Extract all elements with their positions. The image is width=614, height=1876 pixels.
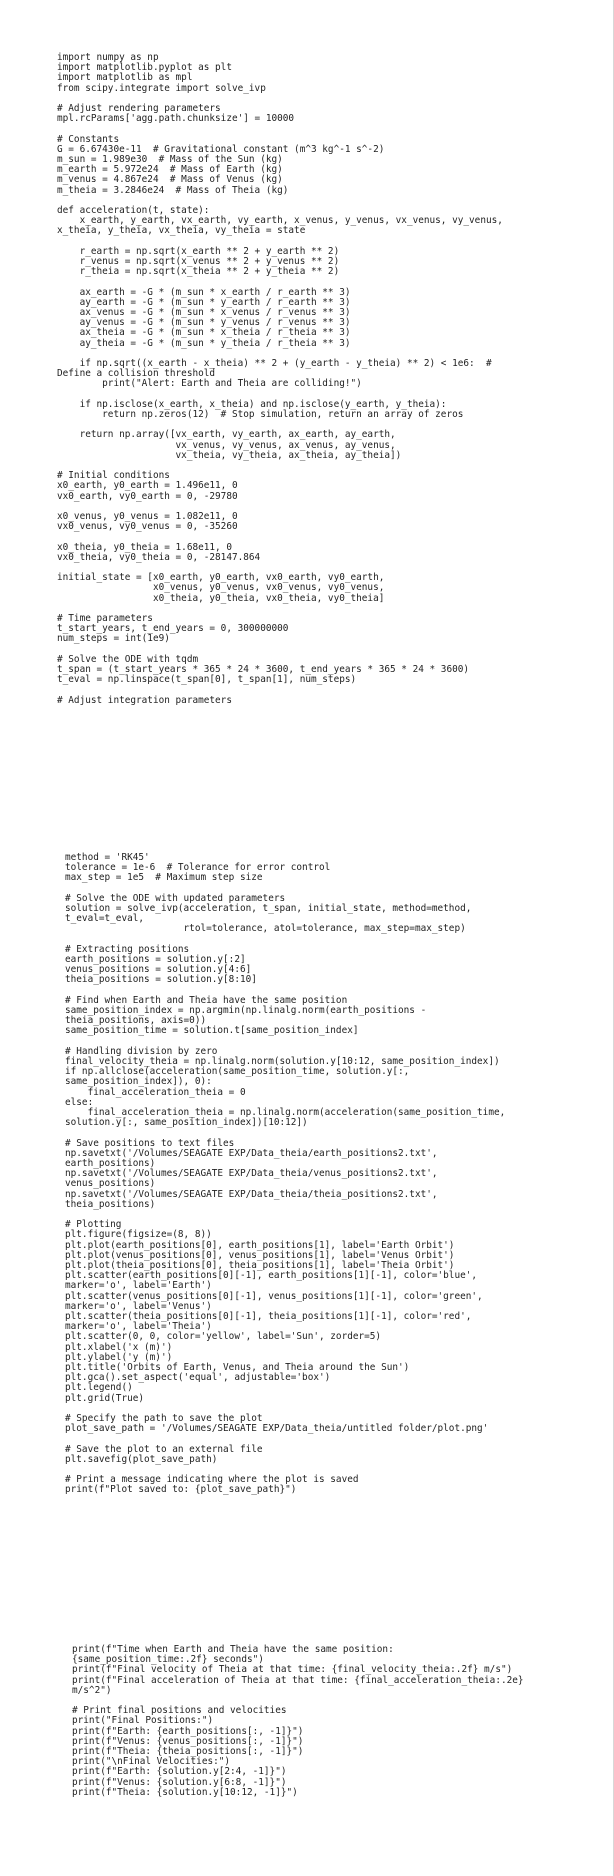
code-line: # Solve the ODE with updated parameters [65,892,286,904]
code-line: if np.allclose(acceleration(same_position_time, solution.y[:, [65,1066,410,1078]
code-line: plt.legend() [65,1382,133,1394]
code-line: plt.plot(earth_positions[0], earth_positions[1], label='Earth Orbit') [65,1239,455,1251]
code-line: # Specify the path to save the plot [65,1413,263,1425]
code-block-2 [0,853,614,1496]
code-line: plt.figure(figsize=(8, 8)) [65,1229,212,1241]
code-line: plt.scatter(0, 0, color='yellow', label='Sun', zorder=5) [65,1331,382,1343]
code-line: ay_venus = -G * (m_sun * y_venus / r_venus ** 3) [57,317,351,329]
code-block-1 [0,53,614,706]
code-line: plt.plot(venus_positions[0], venus_positions[1], label='Venus Orbit') [65,1249,455,1261]
code-line: # Handling division by zero [65,1045,218,1057]
code-line: theia_positions, axis=0)) [65,1015,207,1027]
code-line: tolerance = 1e-6 # Tolerance for error control [65,862,331,874]
code-line: print("\nFinal Velocities:") [72,1756,231,1768]
code-line [57,124,614,134]
code-line: plt.ylabel('y (m)') [65,1351,173,1363]
code-line: solution.y[:, same_position_index])[10:12]) [65,1117,308,1129]
code-block-3 [0,1645,614,1798]
code-line: theia_positions = solution.y[8:10] [65,974,257,986]
code-line: # Initial conditions [57,470,170,482]
code-line: venus_positions) [65,1178,156,1190]
code-line: r_theia = np.sqrt(x_theia ** 2 + y_theia ** 2) [57,266,340,278]
code-line: max_step = 1e5 # Maximum step size [65,872,263,884]
code-line: # Extracting positions [65,943,190,955]
code-line: final_velocity_theia = np.linalg.norm(solution.y[10:12, same_position_index]) [65,1056,500,1067]
code-line: def acceleration(t, state): [57,205,210,216]
code-line: print(f"Earth: {solution.y[2:4, -1]}") [72,1766,287,1778]
code-line: rtol=tolerance, atol=tolerance, max_step=max_step) [65,923,466,935]
code-line: m_venus = 4.867e24 # Mass of Venus (kg) [57,174,283,186]
code-line: m_theia = 3.2846e24 # Mass of Theia (kg) [57,184,289,196]
code-line: print(f"Venus: {venus_positions[:, -1]}") [72,1735,304,1747]
code-line: same_position_time = solution.t[same_position_index] [65,1025,359,1037]
code-line: print(f"Earth: {earth_positions[:, -1]}") [72,1725,304,1737]
code-line: np.savetxt('/Volumes/SEAGATE EXP/Data_theia/theia_positions2.txt', [65,1188,438,1200]
code-line: marker='o', label='Earth') [65,1280,212,1292]
code-line: Define a collision threshold [57,368,216,380]
code-line: plt.title('Orbits of Earth, Venus, and Theia around the Sun') [65,1362,410,1374]
code-line: else: [65,1096,94,1108]
code-line: t_eval=t_eval, [65,913,145,925]
code-line: plt.gca().set_aspect('equal', adjustable='box') [65,1372,331,1384]
code-line: x0_theia, y0_theia, vx0_theia, vy0_theia] [57,592,385,604]
code-line: marker='o', label='Theia') [65,1321,212,1333]
code-line: print(f"Time when Earth and Theia have the same position: [72,1644,394,1655]
code-line: x0_earth, y0_earth = 1.496e11, 0 [57,480,238,492]
code-line: mpl.rcParams['agg.path.chunksize'] = 10000 [57,113,295,125]
code-line: m_earth = 5.972e24 # Mass of Earth (kg) [57,164,283,176]
code-line: plt.scatter(venus_positions[0][-1], venus_positions[1][-1], color='green', [65,1290,483,1302]
code-line: x0_theia, y0_theia = 1.68e11, 0 [57,541,232,553]
code-line: ax_venus = -G * (m_sun * x_venus / r_venus ** 3) [57,307,351,318]
code-line: plt.plot(theia_positions[0], theia_positions[1], label='Theia Orbit') [65,1260,455,1272]
code-line: G = 6.67430e-11 # Gravitational constant (m^3 kg^-1 s^-2) [57,143,385,155]
code-line: final_acceleration_theia = np.linalg.norm(acceleration(same_position_time, [65,1107,506,1119]
code-line: import matplotlib as mpl [57,72,193,84]
code-line: {same_position_time:.2f} seconds") [72,1654,264,1666]
code-line: vx0_earth, vy0_earth = 0, -29780 [57,490,238,502]
code-line: plt.savefig(plot_save_path) [65,1453,218,1465]
code-line: plt.scatter(earth_positions[0][-1], earth_positions[1][-1], color='blue', [65,1270,478,1282]
code-line: vx0_venus, vy0_venus = 0, -35260 [57,521,238,533]
code-line: x_earth, y_earth, vx_earth, vy_earth, x_venus, y_venus, vx_venus, vy_venus, [57,215,503,227]
code-line: theia_positions) [65,1198,156,1210]
code-line: np.savetxt('/Volumes/SEAGATE EXP/Data_theia/venus_positions2.txt', [65,1168,438,1180]
code-line: return np.array([vx_earth, vy_earth, ax_earth, ay_earth, [57,429,396,441]
code-line: plt.xlabel('x (m)') [65,1341,173,1353]
code-line: # Adjust integration parameters [57,694,232,706]
code-line: vx_theia, vy_theia, ax_theia, ay_theia]) [57,449,402,461]
code-line: plt.scatter(theia_positions[0][-1], theia_positions[1][-1], color='red', [65,1311,472,1323]
code-line: print("Alert: Earth and Theia are colliding!") [57,378,362,390]
code-line: num_steps = int(1e9) [57,633,170,645]
code-line: # Solve the ODE with tqdm [57,653,199,665]
code-line: print(f"Venus: {solution.y[6:8, -1]}") [72,1776,287,1788]
code-line: print(f"Theia: {solution.y[10:12, -1]}") [72,1786,298,1798]
code-line: # Save positions to text files [65,1137,235,1149]
code-line: np.savetxt('/Volumes/SEAGATE EXP/Data_theia/earth_positions2.txt', [65,1147,438,1159]
code-line: print("Final Positions:") [72,1715,214,1727]
code-line: r_earth = np.sqrt(x_earth ** 2 + y_earth ** 2) [57,245,340,257]
code-line: marker='o', label='Venus') [65,1300,212,1312]
code-line: return np.zeros(12) # Stop simulation, return an array of zeros [57,409,464,420]
code-line: x_theia, y_theia, vx_theia, vy_theia = state [57,225,306,237]
code-line: ay_theia = -G * (m_sun * y_theia / r_theia ** 3) [57,337,351,349]
code-line: earth_positions = solution.y[:2] [65,954,246,965]
code-line: earth_positions) [65,1158,156,1170]
code-line: vx_venus, vy_venus, ax_venus, ay_venus, [57,439,396,451]
code-line [65,1210,614,1220]
code-line: final_acceleration_theia = 0 [65,1086,246,1098]
code-line: plot_save_path = '/Volumes/SEAGATE EXP/Data_theia/untitled folder/plot.png' [65,1423,489,1435]
code-line: print(f"Plot saved to: {plot_save_path}") [65,1484,297,1496]
code-line: t_eval = np.linspace(t_span[0], t_span[1], num_steps) [57,674,357,686]
code-line: plt.grid(True) [65,1392,145,1404]
code-line: from scipy.integrate import solve_ivp [57,82,266,94]
code-line: ax_earth = -G * (m_sun * x_earth / r_earth ** 3) [57,286,351,298]
code-line: # Print a message indicating where the plot is saved [65,1474,359,1486]
code-line: ax_theia = -G * (m_sun * x_theia / r_theia ** 3) [57,327,351,339]
code-line: same_position_index = np.argmin(np.linalg.norm(earth_positions - [65,1005,427,1016]
code-line: r_venus = np.sqrt(x_venus ** 2 + y_venus ** 2) [57,256,340,267]
code-line: if np.sqrt((x_earth - x_theia) ** 2 + (y_earth - y_theia) ** 2) < 1e6: # [57,358,492,369]
code-line: vx0_theia, vy0_theia = 0, -28147.864 [57,551,261,563]
code-line: # Save the plot to an external file [65,1443,263,1455]
code-line: ay_earth = -G * (m_sun * y_earth / r_earth ** 3) [57,296,351,308]
code-line: initial_state = [x0_earth, y0_earth, vx0_earth, vy0_earth, [57,572,385,584]
code-line: x0_venus, y0_venus = 1.082e11, 0 [57,510,238,522]
code-line: import numpy as np [57,52,159,63]
code-line: if np.isclose(x_earth, x_theia) and np.isclose(y_earth, y_theia): [57,398,447,410]
code-line: print(f"Final acceleration of Theia at that time: {final_acceleration_theia:.2e} [72,1674,524,1686]
code-line: # Print final positions and velocities [72,1705,287,1717]
code-line: m/s^2") [72,1684,112,1696]
code-line: t_start_years, t_end_years = 0, 300000000 [57,623,289,635]
code-line: m_sun = 1.989e30 # Mass of the Sun (kg) [57,154,283,165]
code-line: print(f"Final velocity of Theia at that time: {final_velocity_theia:.2f} m/s") [72,1664,513,1676]
code-line: import matplotlib.pyplot as plt [57,62,232,74]
code-line: venus_positions = solution.y[4:6] [65,964,252,976]
code-line: t_span = (t_start_years * 365 * 24 * 3600, t_end_years * 365 * 24 * 3600) [57,663,470,675]
code-line: same_position_index]), 0): [65,1076,212,1088]
code-line: # Plotting [65,1219,122,1231]
code-line: solution = solve_ivp(acceleration, t_span, initial_state, method=method, [65,903,472,914]
code-line: # Find when Earth and Theia have the same position [65,994,348,1006]
code-line: # Time parameters [57,612,153,624]
code-line: # Constants [57,133,120,145]
code-line: x0_venus, y0_venus, vx0_venus, vy0_venus, [57,582,385,594]
code-line: # Adjust rendering parameters [57,103,221,114]
code-line: method = 'RK45' [65,852,150,863]
code-line: print(f"Theia: {theia_positions[:, -1]}") [72,1746,304,1758]
